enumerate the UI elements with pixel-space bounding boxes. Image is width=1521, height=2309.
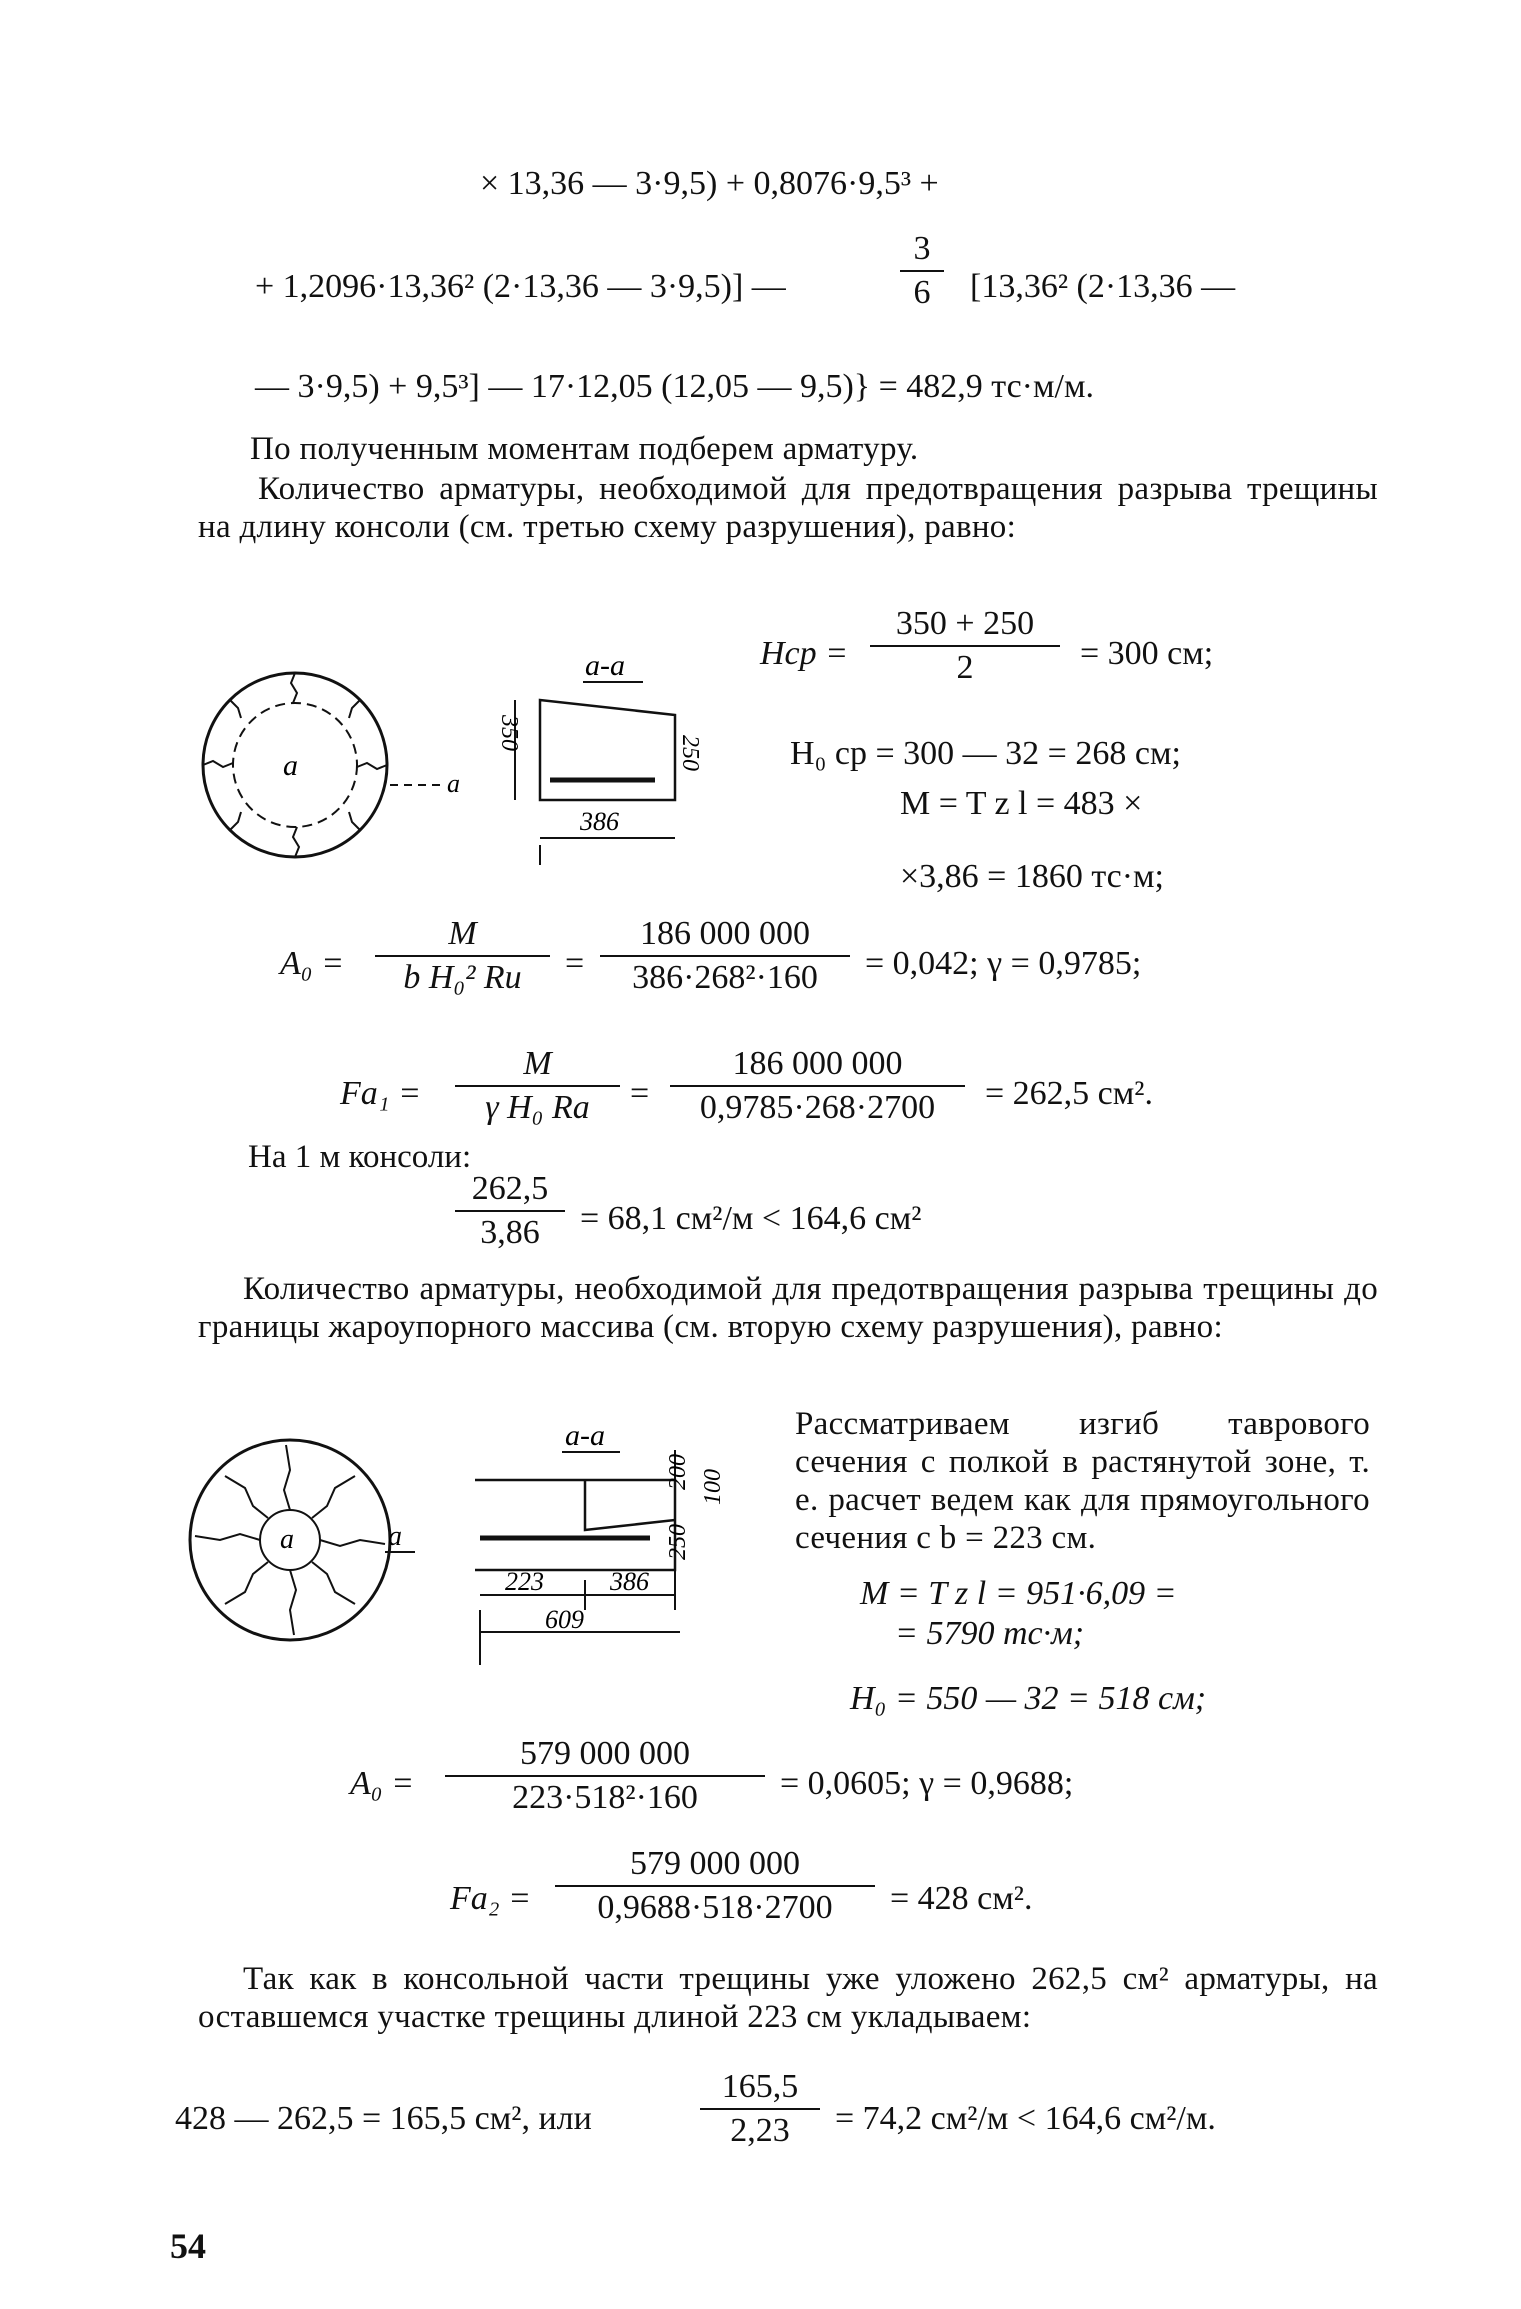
fa1-fraction-numeric: $\frac{186 000 000}{0,9785\cdot 268\cdot 2700}$ (670, 1045, 965, 1127)
section-title: а-а (565, 1419, 605, 1452)
formula-line-2-fraction: $\frac{3}{6}$ (900, 230, 944, 312)
a0-2-fraction: $\frac{579 000 000}{\text{223·518²·160}}$ (445, 1735, 765, 1817)
dim-250: 250 (677, 735, 703, 771)
final-fraction: $\frac{165,5}{2,23}$ (700, 2068, 820, 2150)
hcp-rhs: = 300 см; (1080, 635, 1214, 672)
section-outline (540, 700, 675, 800)
section-marker: а (388, 1521, 402, 1552)
moment-line-2: ×3,86 = 1860 тс·м; (900, 858, 1164, 895)
paragraph-console-reinforcement: Количество арматуры, необходимой для предотвращения разрыва трещины на длину консоли (см. третью схему разрушения), равно: (198, 471, 1378, 545)
per-meter-label: На 1 м консоли: (248, 1139, 472, 1175)
paragraph-remaining-section: Так как в консольной части трещины уже уложено 262,5 см² арматуры, на оставшемся участке трещины длиной 223 см укладываем: (198, 1961, 1378, 2035)
moment2-line-2: = 5790 тс·м; (895, 1615, 1085, 1652)
dim-250: 250 (665, 1524, 691, 1560)
a0-rhs: = 0,042; γ = 0,9785; (865, 945, 1142, 982)
a0-2-rhs: = 0,0605; γ = 0,9688; (780, 1765, 1074, 1802)
formula-line-2a: + 1,2096·13,36² (2·13,36 — 3·9,5)] — (255, 268, 786, 305)
dim-200: 200 (665, 1454, 691, 1490)
final-rhs: = 74,2 см²/м < 164,6 см²/м. (835, 2100, 1216, 2137)
dim-223: 223 (505, 1567, 544, 1596)
fa1-lhs: Fа₁ = (340, 1075, 422, 1112)
per-meter-rhs: = 68,1 см²/м < 164,6 см² (580, 1200, 922, 1237)
dim-386: 386 (580, 807, 619, 836)
fa1-equals: = (630, 1075, 650, 1112)
moment-line-1: M = T z l = 483 × (900, 785, 1143, 822)
formula-line-1: × 13,36 — 3·9,5) + 0,8076·9,5³ + (480, 165, 939, 202)
dim-350: 350 (496, 715, 522, 751)
inner-label: а (280, 1524, 294, 1555)
hcp-fraction: $\frac{350 + 250}{2}$ (870, 605, 1060, 687)
h0cp-line: H₀ ср = 300 — 32 = 268 см; (790, 735, 1181, 772)
dim-386: 386 (610, 1567, 649, 1596)
fa1-fraction-symbolic: M γ H₀ Rа (455, 1045, 620, 1127)
h0-line: H₀ = 550 — 32 = 518 см; (850, 1680, 1207, 1717)
hcp-lhs: Hср = (760, 635, 849, 672)
fa2-rhs: = 428 см². (890, 1880, 1033, 1917)
section-title: а-а (585, 649, 625, 682)
formula-line-2b: [13,36² (2·13,36 — (970, 268, 1236, 305)
a0-fraction-numeric: $\frac{186 000 000}{\text{386·268²·160}}$ (600, 915, 850, 997)
section-marker: а (447, 769, 460, 798)
inner-label: а (283, 749, 298, 782)
page-number: 54 (170, 2226, 206, 2266)
a0-fraction-symbolic: M b H₀² Rи (375, 915, 550, 997)
moment2-line-1: M = T z l = 951·6,09 = (860, 1575, 1177, 1612)
paragraph-tee-section: Рассматриваем изгиб таврового сечения с полкой в растянутой зоне, т. е. расчет ведем как для прямоугольного сечения с b = 223 см. (795, 1406, 1370, 1556)
per-meter-fraction: $\frac{262,5}{3,86}$ (455, 1170, 565, 1252)
formula-line-3: — 3·9,5) + 9,5³] — 17·12,05 (12,05 — 9,5)} = 482,9 тс·м/м. (255, 368, 1094, 405)
diagram-tee-section (180, 1410, 770, 1710)
diagram-console-section (185, 640, 745, 890)
fa1-rhs: = 262,5 см². (985, 1075, 1153, 1112)
paragraph-select-reinforcement: По полученным моментам подберем арматуру. (250, 431, 919, 467)
final-lhs: 428 — 262,5 = 165,5 см², или (175, 2100, 592, 2137)
a0-equals: = (565, 945, 585, 982)
fa2-fraction: $\frac{579 000 000}{0,9688\cdot 518\cdot 2700}$ (555, 1845, 875, 1927)
dim-100: 100 (700, 1469, 726, 1505)
fa2-lhs: Fа₂ = (450, 1880, 532, 1917)
a0-lhs: A₀ = (280, 945, 345, 982)
paragraph-massif-reinforcement: Количество арматуры, необходимой для предотвращения разрыва трещины до границы жароупорного массива (см. вторую схему разрушения), равно: (198, 1271, 1378, 1345)
section-outline (475, 1480, 675, 1570)
dim-609: 609 (545, 1605, 584, 1634)
a0-2-lhs: A₀ = (350, 1765, 415, 1802)
